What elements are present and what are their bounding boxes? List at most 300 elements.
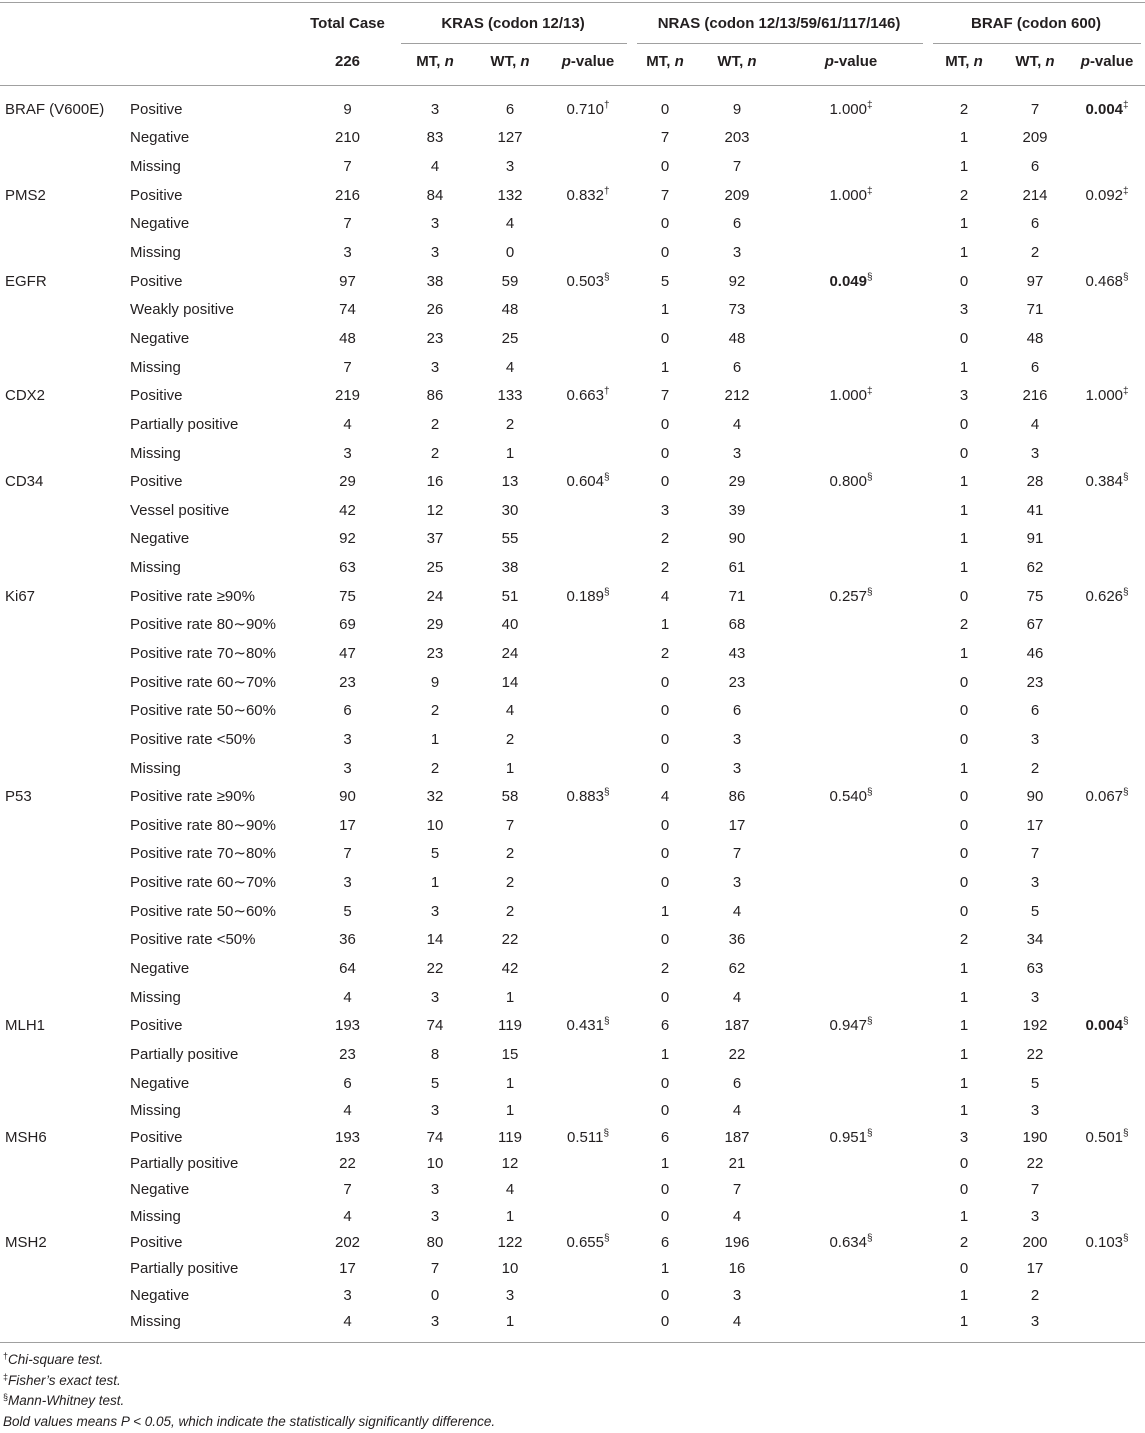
marker-name: P53 (5, 788, 32, 806)
header-total-case: Total Case (300, 3, 395, 44)
braf-p-value-cell (1069, 124, 1145, 153)
table-row (0, 869, 1145, 898)
marker-name: EGFR (5, 272, 47, 290)
category-label: Positive (130, 1234, 183, 1252)
nras-wt-count: 3 (732, 1286, 742, 1304)
total-count: 7 (343, 845, 352, 863)
subheader-n: n (674, 53, 684, 71)
nras-p-value-cell (775, 439, 927, 468)
nras-mt-count: 0 (660, 816, 670, 834)
kras-p-value-cell (545, 496, 631, 525)
table-row (0, 1124, 1145, 1150)
kras-mt-count: 3 (430, 244, 440, 262)
nras-wt-count: 17 (728, 816, 746, 834)
kras-p-value-cell (545, 382, 631, 411)
braf-wt-count: 17 (1026, 816, 1044, 834)
nras-wt-count: 3 (732, 244, 742, 262)
kras-mt-count: 16 (426, 473, 444, 491)
kras-mt-count: 86 (426, 387, 444, 405)
kras-mt-count: 3 (430, 358, 440, 376)
braf-p-value-cell (1069, 353, 1145, 382)
nras-p-value: 1.000 (829, 101, 867, 119)
braf-mt-count: 1 (959, 1207, 969, 1225)
braf-mt-count: 1 (927, 1309, 1001, 1342)
table-row (0, 411, 1145, 440)
nras-mt-count: 1 (660, 358, 670, 376)
nras-p-value-cell (775, 897, 927, 926)
table-body (0, 86, 1145, 1343)
nras-p-value-cell (775, 582, 927, 611)
total-count: 3 (343, 730, 352, 748)
braf-wt-count: 48 (1026, 329, 1044, 347)
nras-mt-count: 1 (660, 1154, 670, 1172)
nras-mt-count: 1 (660, 1260, 670, 1278)
kras-wt-count: 1 (505, 444, 515, 462)
kras-wt-count: 119 (498, 1128, 522, 1146)
total-count: 36 (339, 931, 356, 949)
kras-mt-count: 38 (426, 272, 444, 290)
marker-name-cell (0, 1256, 125, 1282)
braf-p-value-cell (1069, 382, 1145, 411)
braf-p-value-cell (1069, 1012, 1145, 1041)
nras-p-value-cell (775, 668, 927, 697)
marker-name-cell (0, 153, 125, 182)
table-row (0, 582, 1145, 611)
category-label: Vessel positive (130, 501, 230, 519)
nras-p-value-cell (775, 124, 927, 153)
braf-mt-count: 1 (959, 559, 969, 577)
braf-wt-count: 3 (1030, 444, 1040, 462)
subheader-label: -value (570, 53, 615, 71)
category-label: Missing (130, 1102, 181, 1120)
marker-name-cell (0, 869, 125, 898)
kras-mt-count: 25 (426, 559, 444, 577)
total-count: 7 (343, 1181, 352, 1199)
braf-mt-count: 0 (959, 1260, 969, 1278)
table-row (0, 1283, 1145, 1309)
nras-mt-count: 0 (660, 101, 670, 119)
braf-wt-count: 17 (1026, 1260, 1044, 1278)
total-count: 63 (339, 559, 356, 577)
total-count: 193 (334, 1017, 361, 1035)
nras-wt-count: 43 (728, 644, 746, 662)
nras-p-value-cell (775, 869, 927, 898)
table-row (0, 1203, 1145, 1229)
nras-mt-count: 2 (660, 559, 670, 577)
braf-mt-count: 1 (959, 530, 969, 548)
header-blank-category (125, 44, 300, 86)
kras-mt-count: 10 (426, 816, 444, 834)
marker-name-cell (0, 812, 125, 841)
total-count: 23 (339, 673, 356, 691)
total-count: 7 (343, 215, 352, 233)
nras-test-mark: ‡ (867, 185, 873, 197)
kras-p-value: 0.655 (566, 1234, 604, 1252)
braf-mt-count: 1 (959, 960, 969, 978)
group-header-kras: KRAS (codon 12/13) (395, 3, 631, 44)
kras-p-value-cell (545, 1283, 631, 1309)
marker-name-cell (0, 1283, 125, 1309)
braf-wt-count: 5 (1030, 1074, 1040, 1092)
kras-p-value-cell (545, 210, 631, 239)
subheader-n: n (520, 53, 530, 71)
nras-wt-count: 86 (728, 788, 746, 806)
subheader-label: -value (833, 53, 878, 71)
nras-mt-count: 0 (660, 158, 670, 176)
footnote-text: Mann-Whitney test. (8, 1393, 125, 1408)
footnote-text: Chi-square test. (8, 1352, 104, 1367)
category-label: Missing (130, 988, 181, 1006)
kras-mt-count: 3 (430, 902, 440, 920)
total-count: 17 (339, 816, 356, 834)
kras-wt-count: 24 (501, 644, 519, 662)
kras-wt-count: 4 (505, 702, 515, 720)
kras-wt-count: 4 (505, 215, 515, 233)
nras-mt-count: 2 (660, 960, 670, 978)
nras-mt-count: 2 (660, 644, 670, 662)
total-count: 4 (343, 988, 352, 1006)
braf-mt-count: 0 (959, 444, 969, 462)
nras-wt-count: 7 (732, 845, 742, 863)
kras-p-value-cell (545, 86, 631, 125)
braf-wt-count: 6 (1030, 215, 1040, 233)
nras-wt-count: 4 (732, 988, 742, 1006)
table-row (0, 983, 1145, 1012)
table-row (0, 124, 1145, 153)
braf-p-value-cell (1069, 812, 1145, 841)
nras-p-value-cell (775, 955, 927, 984)
kras-p-value-cell (545, 1309, 631, 1342)
kras-mt-count: 29 (426, 616, 444, 634)
category-label: Positive rate 60∼70% (130, 673, 276, 691)
table-row (0, 1098, 1145, 1124)
nras-mt-count: 6 (660, 1128, 670, 1146)
group-header-nras: NRAS (codon 12/13/59/61/117/146) (631, 3, 927, 44)
subheader-label: MT, (945, 53, 974, 71)
nras-wt-count: 3 (732, 874, 742, 892)
total-count: 9 (343, 101, 352, 119)
table-row (0, 554, 1145, 583)
kras-mt-count: 23 (426, 329, 444, 347)
braf-mt-count: 1 (959, 1286, 969, 1304)
braf-p-value-cell (1069, 1151, 1145, 1177)
nras-p-value-cell (775, 1124, 927, 1150)
marker-name-cell (0, 640, 125, 669)
braf-p-value: 0.004 (1085, 1017, 1124, 1035)
table-row (0, 1309, 1145, 1342)
nras-p-value-cell (775, 554, 927, 583)
kras-mt-count: 2 (430, 702, 440, 720)
kras-p-value-cell (545, 668, 631, 697)
nras-test-mark: ‡ (867, 386, 873, 398)
braf-p-value-cell (1069, 1098, 1145, 1124)
total-count: 202 (334, 1234, 361, 1252)
nras-mt-count: 0 (660, 1207, 670, 1225)
kras-mt-count: 3 (430, 1181, 440, 1199)
table-row (0, 267, 1145, 296)
kras-wt-count: 1 (505, 759, 515, 777)
category-label: Partially positive (130, 1045, 239, 1063)
nras-p-value-cell (775, 181, 927, 210)
kras-p-value-cell (545, 926, 631, 955)
nras-p-value-cell (775, 1069, 927, 1098)
nras-wt-count: 6 (732, 358, 742, 376)
braf-p-value: 0.067 (1085, 788, 1124, 806)
kras-wt-count: 2 (505, 730, 515, 748)
kras-mt-count: 1 (430, 730, 440, 748)
nras-wt-count: 92 (728, 272, 746, 290)
braf-test-mark: ‡ (1123, 100, 1129, 112)
marker-name-cell (0, 926, 125, 955)
nras-wt-count: 6 (732, 215, 742, 233)
category-label: Positive rate ≥90% (130, 587, 255, 605)
kras-wt-count: 1 (505, 988, 515, 1006)
category-label: Partially positive (130, 1260, 239, 1278)
braf-test-mark: § (1123, 1016, 1129, 1028)
nras-p-value-cell (775, 1230, 927, 1256)
group-header-braf: BRAF (codon 600) (927, 3, 1145, 44)
nras-p-value: 0.951 (829, 1128, 867, 1146)
nras-p-value-cell (775, 1203, 927, 1229)
nras-mt-count: 1 (660, 1045, 670, 1063)
table-row (0, 1177, 1145, 1203)
nras-wt-count: 22 (728, 1045, 746, 1063)
nras-p-value: 0.049 (829, 272, 867, 290)
kras-test-mark: § (604, 472, 610, 484)
table-row (0, 697, 1145, 726)
kras-mt-count: 22 (426, 960, 444, 978)
kras-p-value-cell (545, 1098, 631, 1124)
braf-test-mark: ‡ (1123, 185, 1129, 197)
kras-wt-count: 14 (501, 673, 519, 691)
braf-p-value-cell (1069, 525, 1145, 554)
nras-test-mark: § (867, 472, 873, 484)
total-count: 4 (343, 1207, 352, 1225)
total-count: 48 (339, 329, 356, 347)
total-count: 219 (334, 387, 361, 405)
total-count: 47 (339, 644, 356, 662)
table-row (0, 239, 1145, 268)
table-row (0, 668, 1145, 697)
category-label: Negative (130, 1286, 190, 1304)
braf-mt-count: 1 (959, 1074, 969, 1092)
kras-mt-count: 5 (430, 1074, 440, 1092)
total-count: 3 (343, 444, 352, 462)
braf-wt-count: 6 (1030, 158, 1040, 176)
braf-mt-count: 2 (959, 931, 969, 949)
nras-p-value-cell (775, 86, 927, 125)
kras-p-value-cell (545, 1151, 631, 1177)
marker-name-cell (0, 239, 125, 268)
total-count: 69 (339, 616, 356, 634)
braf-mt-count: 0 (959, 730, 969, 748)
category-label: Missing (130, 1207, 181, 1225)
braf-mt-count: 1 (959, 1017, 969, 1035)
marker-name-cell (0, 1098, 125, 1124)
nras-wt-count: 71 (728, 587, 746, 605)
nras-wt-count: 203 (724, 129, 750, 147)
nras-p-value-cell (775, 1309, 927, 1342)
nras-test-mark: § (867, 271, 873, 283)
category-label: Missing (130, 444, 181, 462)
braf-mt-count: 1 (959, 644, 969, 662)
subheader-nras-p-value (775, 44, 927, 86)
nras-p-value-cell (775, 239, 927, 268)
marker-name-cell (0, 754, 125, 783)
nras-p-value-cell (775, 1256, 927, 1282)
marker-name: PMS2 (5, 186, 46, 204)
subheader-braf-p-value (1069, 44, 1145, 86)
marker-name-cell (0, 840, 125, 869)
marker-name-cell (0, 1309, 125, 1342)
braf-wt-count: 22 (1026, 1154, 1044, 1172)
braf-p-value-cell (1069, 496, 1145, 525)
kras-wt-count: 1 (505, 1207, 515, 1225)
kras-p-value: 0.511 (567, 1128, 604, 1146)
table-row (0, 153, 1145, 182)
marker-name: CDX2 (5, 387, 46, 405)
nras-mt-count: 0 (660, 329, 670, 347)
kras-wt-count: 3 (505, 1286, 515, 1304)
braf-p-value-cell (1069, 640, 1145, 669)
marker-name-cell (0, 783, 125, 812)
category-label: Positive rate 80∼90% (130, 816, 276, 834)
nras-p-value-cell (775, 1177, 927, 1203)
kras-p-value-cell (545, 1041, 631, 1070)
kras-wt-count: 2 (505, 415, 515, 433)
marker-name-cell (0, 325, 125, 354)
braf-wt-count: 3 (1001, 1309, 1069, 1342)
marker-name: MLH1 (5, 1017, 46, 1035)
footnote-fisher (3, 1371, 1103, 1392)
table-row (0, 496, 1145, 525)
subheader-kras-p-value (545, 44, 631, 86)
table-row (0, 1041, 1145, 1070)
kras-p-value-cell (545, 411, 631, 440)
nras-wt-count: 68 (728, 616, 746, 634)
nras-mt-count: 1 (660, 902, 670, 920)
nras-mt-count: 7 (660, 186, 670, 204)
kras-mt-count: 37 (426, 530, 444, 548)
braf-mt-count: 3 (959, 1128, 969, 1146)
braf-p-value-cell (1069, 611, 1145, 640)
nras-wt-count: 3 (732, 444, 742, 462)
nras-p-value-cell (775, 525, 927, 554)
kras-p-value: 0.832 (566, 186, 604, 204)
kras-p-value-cell (545, 153, 631, 182)
results-table (0, 2, 1145, 1343)
nras-mt-count: 1 (660, 616, 670, 634)
braf-mt-count: 3 (959, 301, 969, 319)
braf-p-value-cell (1069, 1230, 1145, 1256)
subheader-label: WT, (490, 53, 521, 71)
table-row (0, 181, 1145, 210)
kras-mt-count: 3 (430, 1102, 440, 1120)
braf-test-mark: § (1123, 787, 1129, 799)
kras-wt-count: 7 (505, 816, 515, 834)
braf-wt-count: 62 (1026, 559, 1044, 577)
kras-mt-count: 1 (430, 874, 440, 892)
nras-mt-count: 6 (660, 1017, 670, 1035)
kras-mt-count: 9 (430, 673, 440, 691)
kras-p-value-cell (545, 525, 631, 554)
kras-wt-count: 38 (501, 559, 519, 577)
nras-mt-count: 0 (660, 1074, 670, 1092)
kras-p-value-cell (545, 640, 631, 669)
table-row (0, 525, 1145, 554)
braf-p-value-cell (1069, 726, 1145, 755)
kras-wt-count: 25 (501, 329, 519, 347)
total-count: 3 (343, 244, 352, 262)
category-label: Positive (130, 1017, 183, 1035)
nras-wt-count: 4 (732, 415, 742, 433)
nras-wt-count: 61 (728, 559, 746, 577)
nras-wt-count: 6 (732, 1074, 742, 1092)
marker-name-cell (0, 554, 125, 583)
braf-p-value-cell (1069, 1309, 1145, 1342)
kras-test-mark: § (604, 271, 610, 283)
subheader-kras-mt (395, 44, 475, 86)
braf-mt-count: 0 (959, 902, 969, 920)
nras-wt-count: 3 (732, 759, 742, 777)
header-row-columns (0, 44, 1145, 86)
category-label: Weakly positive (130, 301, 234, 319)
braf-p-value-cell (1069, 697, 1145, 726)
category-label: Positive rate 50∼60% (130, 902, 276, 920)
braf-mt-count: 1 (959, 759, 969, 777)
table-header (0, 3, 1145, 86)
nras-p-value-cell (775, 296, 927, 325)
nras-test-mark: § (867, 1016, 873, 1028)
braf-wt-count: 41 (1026, 501, 1044, 519)
braf-p-value-cell (1069, 1041, 1145, 1070)
braf-wt-count: 216 (1022, 387, 1048, 405)
nras-p-value-cell (775, 210, 927, 239)
table-row (0, 439, 1145, 468)
braf-mt-count: 0 (959, 1154, 969, 1172)
marker-name-cell (0, 1124, 125, 1150)
nras-mt-count: 0 (660, 1286, 670, 1304)
braf-p-value-cell (1069, 296, 1145, 325)
kras-wt-count: 40 (501, 616, 519, 634)
nras-wt-count: 4 (732, 1102, 742, 1120)
table-row (0, 611, 1145, 640)
nras-wt-count: 4 (699, 1309, 775, 1342)
braf-p-value: 0.468 (1085, 272, 1124, 290)
kras-p-value-cell (545, 869, 631, 898)
braf-wt-count: 97 (1026, 272, 1044, 290)
kras-p-value-cell (545, 783, 631, 812)
braf-wt-count: 90 (1026, 788, 1044, 806)
footnote-bold-note: Bold values means P < 0.05, which indicate the statistically significantly difference. (3, 1413, 496, 1429)
total-count: 64 (339, 960, 356, 978)
kras-wt-count: 12 (501, 1154, 519, 1172)
braf-p-value-cell (1069, 1256, 1145, 1282)
category-label: Positive (130, 101, 183, 119)
nras-wt-count: 23 (728, 673, 746, 691)
marker-name-cell (0, 983, 125, 1012)
nras-mt-count: 0 (660, 473, 670, 491)
braf-mt-count: 0 (959, 329, 969, 347)
footnote-mark: ‡ (3, 1371, 9, 1382)
nras-p-value-cell (775, 611, 927, 640)
marker-name-cell (0, 697, 125, 726)
nras-mt-count: 7 (660, 387, 670, 405)
kras-p-value-cell (545, 239, 631, 268)
subheader-label: WT, (717, 53, 748, 71)
braf-mt-count: 1 (959, 473, 969, 491)
marker-name-cell (0, 611, 125, 640)
